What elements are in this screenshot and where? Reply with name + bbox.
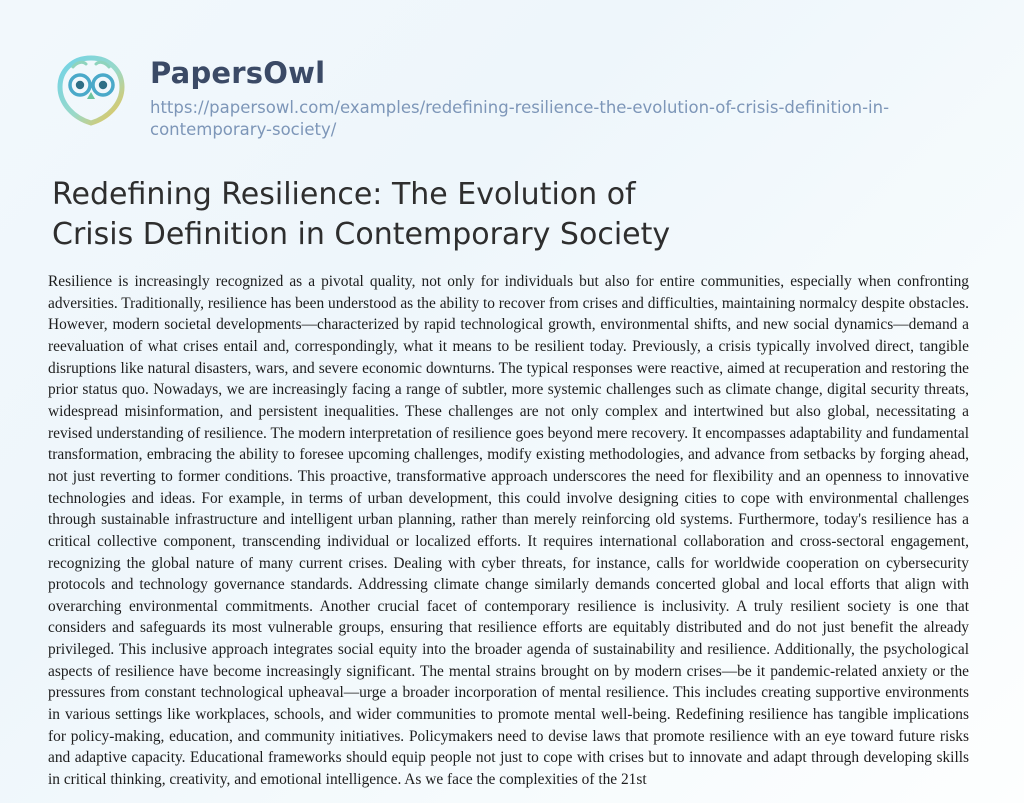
article-paragraph: Resilience is increasingly recognized as a pivotal quality, not only for individuals but also for entire communities, especially when confronting adversities. Traditionally, resilience has been understood as the ability to recover from crises and difficulties, maintaining normalcy despite obstacles. However, modern societal developments—characterized by rapid technological growth, environmental shifts, and new social dynamics—demand a reevaluation of what crises entail and, correspondingly, what it means to be resilient today. Previously, a crisis typically involved direct, tangible disruptions like natural disasters, wars, and severe economic downturns. The typical responses were reactive, aimed at recuperation and restoring the prior status quo. Nowadays, we are increasingly facing a range of subtler, more systemic challenges such as climate change, digital security threats, widespread misinformation, and persistent inequalities. These challenges are not only complex and intertwined but also global, necessitating a revised understanding of resilience. The modern interpretation of resilience goes beyond mere recovery. It encompasses adaptability and fundamental transformation, embracing the ability to foresee upcoming challenges, modify existing methodologies, and advance from setbacks by forging ahead, not just reverting to former conditions. This proactive, transformative approach underscores the need for flexibility and an openness to innovative technologies and ideas. For example, in terms of urban development, this could involve designing cities to cope with environmental challenges through sustainable infrastructure and intelligent urban planning, rather than merely reinforcing old systems. Furthermore, today's resilience has a critical collective component, transcending individual or localized efforts. It requires international collaboration and cross-sectoral engagement, recognizing the global nature of many current crises. Dealing with cyber threats, for instance, calls for worldwide cooperation on cybersecurity protocols and technology governance standards. Addressing climate change similarly demands concerted global and local efforts that align with overarching environmental commitments. Another crucial facet of contemporary resilience is inclusivity. A truly resilient society is one that considers and safeguards its most vulnerable groups, ensuring that resilience efforts are equitably distributed and do not just benefit the already privileged. This inclusive approach integrates social equity into the broader agenda of sustainability and resilience. Additionally, the psychological aspects of resilience have become increasingly significant. The mental strains brought on by modern crises—be it pandemic-related anxiety or the pressures from constant technological upheaval—urge a broader incorporation of mental resilience. This includes creating supportive environments in various settings like workplaces, schools, and wider communities to promote mental well-being. Redefining resilience has tangible implications for policy-making, education, and community initiatives. Policymakers need to devise laws that promote resilience with an eye toward future risks and adaptive capacity. Educational frameworks should equip people not just to cope with crises but to innovate and adapt through developing skills in critical thinking, creativity, and emotional intelligence. As we face the complexities of the 21st — [48, 273, 969, 788]
owl-logo-icon — [52, 54, 130, 126]
page-title: Redefining Resilience: The Evolution of Crisis Definition in Contemporary Society — [52, 177, 671, 253]
brand-block — [150, 52, 940, 141]
article-body — [48, 271, 969, 790]
brand-name: PapersOwl — [150, 56, 326, 90]
source-url[interactable]: https://papersowl.com/examples/redefining-resilience-the-evolution-of-crisis-definition-in-contemporary-society/ — [150, 97, 890, 140]
document-header — [0, 0, 1024, 141]
